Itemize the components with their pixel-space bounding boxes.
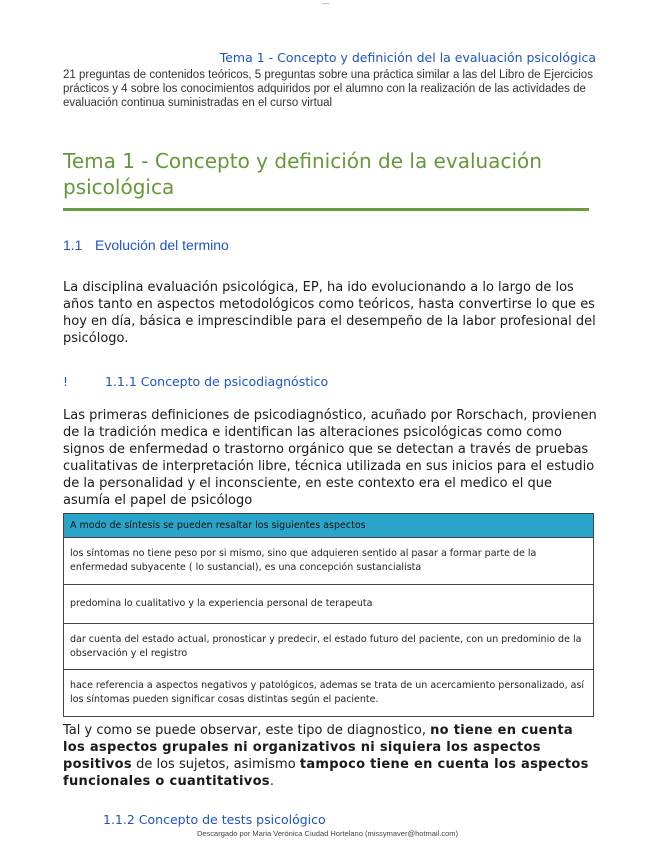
table-header-row bbox=[64, 514, 594, 538]
synthesis-table bbox=[63, 513, 594, 717]
section-title: 1.1.1 Concepto de psicodiagnóstico bbox=[105, 374, 329, 389]
paragraph-evolucion: La disciplina evaluación psicológica, EP, ha ido evolucionando a lo largo de los años tanto en aspectos metodológicos como teóricos, hasta convertirse lo que es hoy en día, básica e imprescindible para el desempeño de la labor profesional del psicólogo. bbox=[63, 280, 596, 346]
bullet-marker: ! bbox=[63, 374, 69, 389]
section-heading-1-1-2: 1.1.2 Concepto de tests psicológico bbox=[103, 812, 326, 827]
table-row bbox=[64, 538, 594, 585]
conclusion-emphasis: no tiene en cuenta los aspectos grupales ni organizativos ni siquiera los aspectos positivos bbox=[63, 723, 573, 772]
paragraph-conclusion bbox=[63, 722, 598, 790]
table-row bbox=[64, 624, 594, 670]
table-cell: dar cuenta del estado actual, pronosticar y predecir, el estado futuro del paciente, con un predominio de la observación y el registro bbox=[64, 624, 594, 670]
table-row bbox=[64, 585, 594, 624]
table-cell: los síntomas no tiene peso por si mismo, sino que adquieren sentido al pasar a formar parte de la enfermedad subyacente ( lo sustancial), es una concepción sustancialista bbox=[64, 538, 594, 585]
section-heading-1-1 bbox=[63, 237, 229, 253]
conclusion-emphasis: tampoco tiene en cuenta los aspectos funcionales o cuantitativos bbox=[63, 757, 589, 789]
table-cell: hace referencia a aspectos negativos y patológicos, ademas se trata de un acercamiento personalizado, así los síntomas pueden significar cosas distintas según el paciente. bbox=[64, 670, 594, 717]
chapter-title: Tema 1 - Concepto y definición de la evaluación psicológica bbox=[63, 149, 542, 199]
conclusion-text: de los sujetos, asimismo bbox=[131, 757, 300, 772]
page-top-mark: — bbox=[322, 0, 330, 8]
table-header-cell: A modo de síntesis se pueden resaltar los siguientes aspectos bbox=[64, 514, 594, 538]
section-number: 1.1 bbox=[63, 237, 83, 253]
conclusion-text: Tal y como se puede observar, este tipo de diagnostico, bbox=[63, 723, 431, 738]
conclusion-text: . bbox=[269, 774, 274, 789]
section-heading-1-1-1 bbox=[63, 374, 328, 389]
title-divider bbox=[63, 208, 589, 211]
download-footer: Descargado por Maria Verónica Ciudad Hortelano (missymaver@hotmail.com) bbox=[196, 829, 459, 838]
section-title: Evolución del termino bbox=[95, 237, 229, 253]
table-row bbox=[64, 670, 594, 717]
running-header-description: 21 preguntas de contenidos teóricos, 5 preguntas sobre una práctica similar a las del Libro de Ejercicios prácticos y 4 sobre los conocimientos adquiridos por el alumno con la realización de las actividades de evaluación continua suministradas en el curso virtual bbox=[63, 69, 593, 109]
paragraph-psicodiagnostico: Las primeras definiciones de psicodiagnóstico, acuñado por Rorschach, provienen de la tradición medica e identifican las alteraciones psicológicas como como signos de enfermedad o trastorno orgánico que se detectan a través de pruebas cualitativas de interpretación libre, técnica utilizada en sus inicios para el estudio de la personalidad y el inconsciente, en este contexto era el medico el que asumía el papel de psicólogo bbox=[63, 408, 597, 508]
running-header-title: Tema 1 - Concepto y definición del la evaluación psicológica bbox=[219, 50, 596, 65]
table-cell: predomina lo cualitativo y la experiencia personal de terapeuta bbox=[64, 585, 594, 624]
